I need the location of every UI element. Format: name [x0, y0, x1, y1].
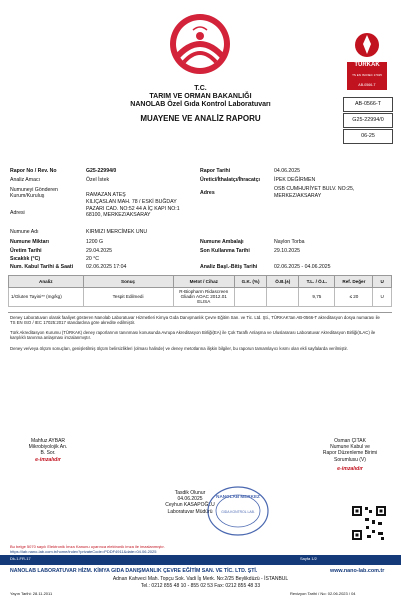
header-metot: Metot / Cihaz [173, 276, 234, 288]
sender-label: Numuneyi Gönderen Kurum/Kuruluş [10, 187, 58, 199]
left-esign: e-imzalıdır [35, 456, 61, 463]
report-title: MUAYENE VE ANALİZ RAPORU [140, 114, 261, 123]
approval-line1: Tasdik Olunur [174, 490, 206, 496]
header-gk: G.K. (%) [235, 276, 267, 288]
report-no-label: Rapor No / Rev. No [10, 168, 57, 174]
turkak-line1: TS EN ISO/IEC 17025 [352, 73, 382, 77]
header-sonuc: Sonuç [83, 276, 173, 288]
cell-gk [235, 288, 267, 307]
recognition-paragraph: Türk Akreditasyon Kurumu (TÜRKAK) deney raporlarının tanınması konusunda Avrupa Akreditasyon Birliği(EA) ile Çok Taraflı Anlaşma ve Uluslararası Laboratuvar Akreditasyon Birliği(ILAC) ile karşılıklı tanınma anlaşması imzalanmıştır. [10, 330, 376, 341]
verify-url[interactable]: https://lab.nano-lab.com.tr/home/index?privateCode=PDDF4911&date=04.06.2025 [10, 549, 157, 554]
cell-tl: 9,75 [299, 288, 335, 307]
sender-value: RAMAZAN ATEŞ [86, 192, 126, 198]
address-value: OSB CUMHURİYET BULV. NO:25, MERKEZ/AKSARAY [274, 186, 355, 199]
right-esign: e-imzalıdır [337, 465, 363, 472]
footer-phone: Tel.: 0212 855 48 10 - 855 02 53 Fax: 0212 855 48 33 [140, 583, 261, 589]
footer-bar [0, 555, 401, 565]
package-label: Numune Ambalajı [200, 239, 244, 245]
sender-address-label: Adresi [10, 210, 25, 216]
accreditation-code-box: AB-0566-T [343, 97, 393, 112]
revision: Revizyon Tarihi / No: 02.06.2023 / 04 [290, 591, 356, 596]
production-value: 29.04.2025 [86, 248, 112, 254]
cell-metot: R-Biopharm Ridascreen Gliadin AOAC 2012.01 ELISA [173, 288, 234, 307]
right-signer-title2: Rapor Düzenleme Birimi [322, 450, 378, 457]
sample-name-label: Numune Adı [10, 229, 39, 235]
approval-name: Ceyhun KASAPOĞLU [165, 502, 215, 509]
header-tl: T.L. / Ö.L. [299, 276, 335, 288]
report-no-value: G25-22994/0 [86, 168, 117, 174]
received-value: 02.06.2025 17:04 [86, 264, 127, 270]
right-signature [306, 438, 394, 472]
table-row [9, 288, 392, 307]
temp-label: Sıcaklık (°C) [10, 256, 41, 262]
lab-heading: NANOLAB Özel Gıda Kontrol Laboratuvarı [130, 101, 271, 108]
right-signer-title1: Numune Kabul ve [330, 444, 370, 451]
turkak-logo [345, 30, 389, 92]
doc-code: Dk-1.FR-17 [10, 556, 31, 561]
approval-title: Laboratuvar Müdürü [167, 508, 213, 515]
purpose-value: Özel İstek [86, 177, 110, 183]
footer-web[interactable]: www.nano-lab.com.tr [330, 568, 385, 574]
cell-u: U [373, 288, 392, 307]
quantity-value: 1200 G [86, 239, 104, 245]
left-signer-name: Mahfuz AYBAR [30, 438, 66, 444]
lab-stamp [206, 484, 270, 538]
package-value: Naylon Torba [274, 239, 305, 245]
cell-ob [267, 288, 299, 307]
cell-analiz: 1/Gluten Tayini** (mg/kg) [9, 288, 84, 307]
turkak-word: TÜRKAK [354, 62, 380, 68]
qr-code [350, 504, 388, 542]
left-signer-title1: Mikrobiyolojik An. [28, 444, 68, 451]
accreditation-paragraph: Deney Laboratuvarı olarak faaliyet gösteren Nanolab Laboratuvar Hizmetleri Kimya Gıda Danışmanlık Çevre Eğitim San. ve Tic. Ltd. Şti., TÜRKAK'tan AB-0566-T akreditasyon dosya numarası ile TS EN ISO / IEC 17025:2017 standardına göre akredite edilmiştir. [10, 315, 380, 326]
footer-address: Adnan Kahveci Mah. Topçu Sok. Vadi İş Merk. No:2/25 Beylikdüzü - İSTANBUL [112, 576, 289, 582]
address-label: Adres [200, 190, 215, 196]
cell-ref: ≤ 20 [335, 288, 373, 307]
header-u: U [373, 276, 392, 288]
approval-date: 04.06.2025 [177, 496, 203, 503]
temp-value: 20 °C [86, 256, 100, 262]
expiry-label: Son Kullanma Tarihi [200, 248, 250, 254]
cell-sonuc: Tespit Edilmedi [83, 288, 173, 307]
table-bottom-divider [8, 312, 392, 313]
right-signer-title3: Sorumlusu (V) [334, 456, 366, 463]
tc-heading: T.C. [194, 85, 207, 92]
ministry-logo [140, 10, 260, 78]
stamp-inner-text: GIDA KONTROL LAB. [221, 510, 255, 514]
analysis-value: 02.06.2025 - 04.06.2025 [274, 264, 331, 270]
uncertainty-paragraph: Deney ve/veya ölçüm sonuçları, genişletilmiş ölçüm belirsizlikleri (olması halinde) ve deney metotlarına ilişkin bilgiler, bu raporun tamamlayıcı kısmı olan ekli sayfalarda verilmiştir. [10, 346, 348, 351]
sample-name-value: KIRMIZI MERCİMEK UNU [86, 229, 148, 235]
analysis-label: Analiz Başl.-Bitiş Tarihi [200, 264, 258, 270]
report-date-label: Rapor Tarihi [200, 168, 231, 174]
date-code-box: 06-25 [343, 129, 393, 144]
header-ob: Ö.B.(±) [267, 276, 299, 288]
results-header-row [9, 276, 392, 288]
esign-note: Bu belge 5070 sayılı Elektronik İmza Kanunu uyarınca elektronik imza ile imzalanmıştır. [10, 544, 165, 549]
header-ref: Ref. Değer [335, 276, 373, 288]
stamp-outer-text: NANOLAB MERKEZ [216, 494, 260, 499]
received-label: Num. Kabul Tarihi & Saati [10, 264, 74, 270]
left-signer-title2: B. Sor. [40, 450, 56, 457]
sender-address-value: KILIÇASLAN MAH. 78 / ESKİ BUĞDAY PAZARI CAD. NO:52 44 A İÇ KAPI NO:1 68100, MERKEZ/AKSARAY [86, 199, 180, 219]
turkak-line2: AB-0566-T [358, 83, 376, 87]
expiry-value: 29.10.2025 [274, 248, 300, 254]
page-number: Sayfa 1/2 [300, 556, 317, 561]
production-label: Üretim Tarihi [10, 248, 42, 254]
left-signature [8, 438, 88, 463]
report-date-value: 04.06.2025 [274, 168, 300, 174]
producer-value: İPEK DEĞİRMEN [274, 177, 316, 183]
purpose-label: Analiz Amacı [10, 177, 40, 183]
producer-label: Üretici/İthalatçı/İhracatçı [200, 177, 260, 183]
issue-date: Yayın Tarihi: 28.11.2011 [10, 591, 53, 596]
results-table [8, 275, 392, 307]
report-code-box: G25-22994/0 [343, 113, 393, 128]
footer-company: NANOLAB LABORATUVAR HİZM. KİMYA GIDA DANIŞMANLIK ÇEVRE EĞİTİM SAN. VE TİC. LTD. ŞTİ. [10, 568, 258, 574]
ministry-heading: TARIM VE ORMAN BAKANLIĞI [149, 93, 252, 100]
right-signer-name: Osman ÇITAK [334, 438, 366, 444]
quantity-label: Numune Miktarı [10, 239, 49, 245]
header-analiz: Analiz [9, 276, 84, 288]
